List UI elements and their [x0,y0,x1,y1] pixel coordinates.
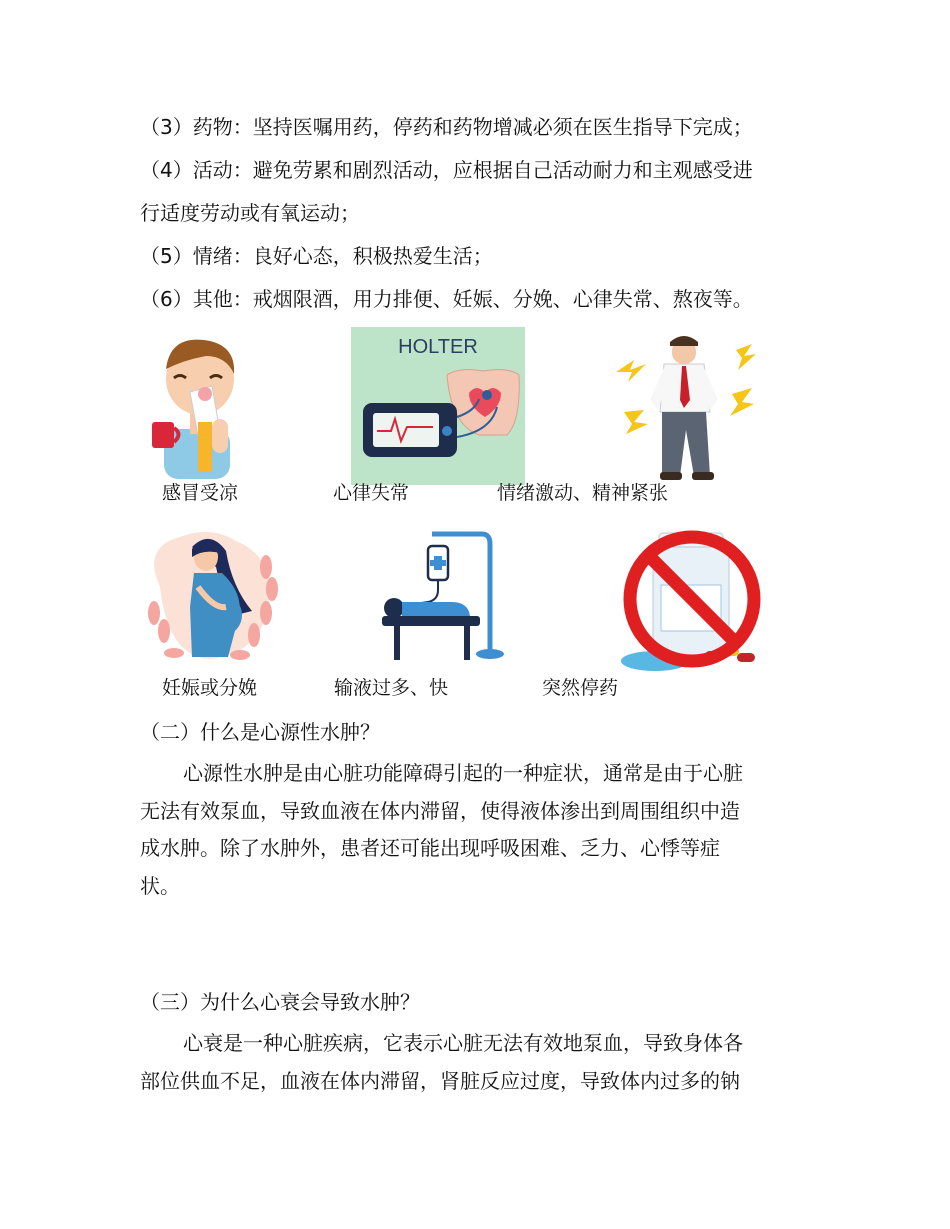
list-item-other: （6）其他：戒烟限酒，用力排便、妊娠、分娩、心律失常、熬夜等。 [140,287,753,311]
caption-arrhythmia: 心律失常 [333,482,410,504]
list-item-activity-cont: 行适度劳动或有氧运动； [140,201,360,225]
pregnant-woman-icon [140,527,282,665]
paragraph-line: 无法有效泵血，导致血液在体内滞留，使得液体渗出到周围组织中造 [140,799,740,823]
section-heading: （三）为什么心衰会导致水肿？ [140,990,420,1014]
holter-label: HOLTER [398,336,478,358]
caption-infusion: 输液过多、快 [334,677,449,699]
caption-pregnancy: 妊娠或分娩 [162,677,258,699]
paragraph-line: 心源性水肿是由心脏功能障碍引起的一种症状，通常是由于心脏 [183,761,743,785]
sneezing-man-icon [140,334,255,479]
paragraph-line: 心衰是一种心脏疾病，它表示心脏无法有效地泵血，导致身体各 [183,1031,743,1055]
caption-emotion: 情绪激动、精神紧张 [497,482,669,504]
angry-man-icon [606,330,758,484]
paragraph-line: 部位供血不足，血液在体内滞留，肾脏反应过度，导致体内过多的钠 [140,1069,740,1093]
paragraph-line: 状。 [140,874,180,898]
list-item-emotion: （5）情绪：良好心态，积极热爱生活； [140,244,493,268]
caption-cold: 感冒受凉 [162,482,239,504]
paragraph-line: 成水肿。除了水肿外，患者还可能出现呼吸困难、乏力、心悸等症 [140,836,720,860]
iv-infusion-icon [372,530,504,662]
caption-stop-medication: 突然停药 [542,677,619,699]
no-medication-icon [615,527,770,677]
list-item-activity: （4）活动：避免劳累和剧烈活动，应根据自己活动耐力和主观感受进 [140,158,753,182]
section-heading: （二）什么是心源性水肿？ [140,720,380,744]
holter-monitor-icon [351,327,525,485]
list-item-medication: （3）药物：坚持医嘱用药，停药和药物增减必须在医生指导下完成； [140,115,753,139]
